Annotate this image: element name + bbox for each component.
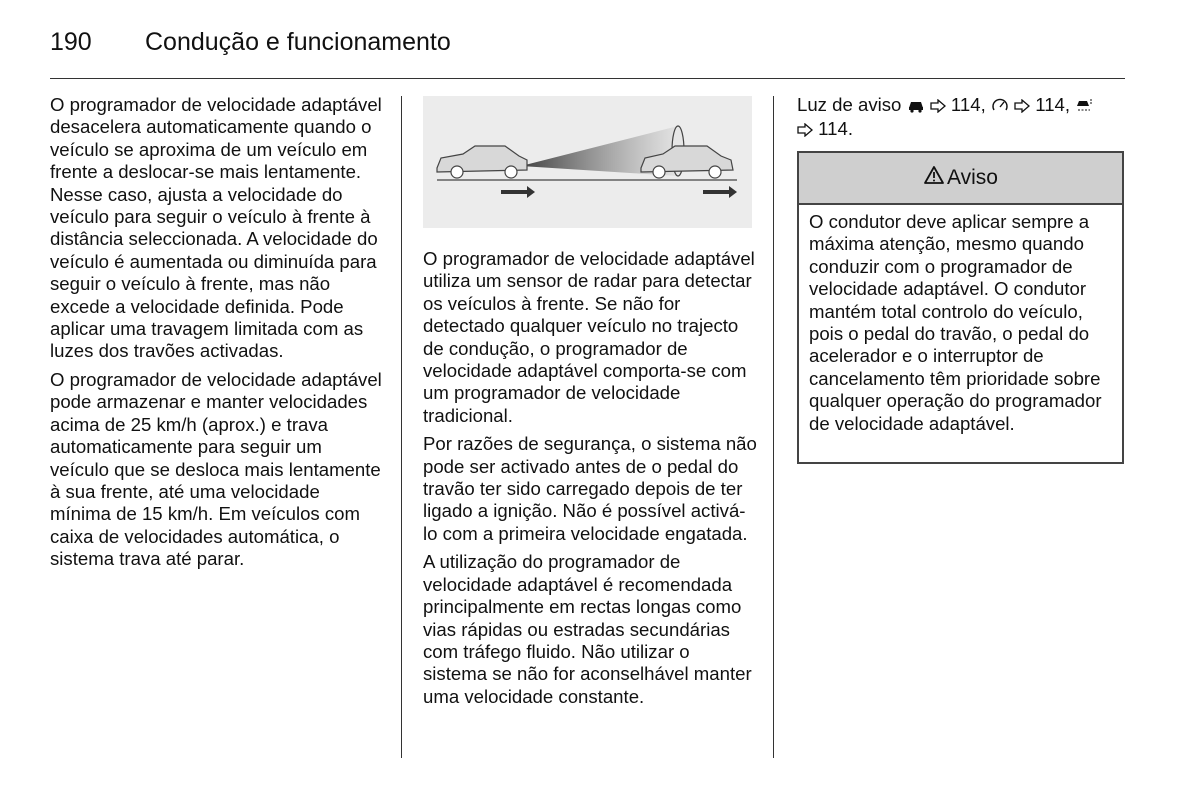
warning-header — [799, 153, 1122, 205]
page-header — [50, 24, 1125, 79]
warning-box — [797, 151, 1124, 464]
ref-page[interactable]: 114, — [950, 94, 986, 115]
paragraph: O programador de velocidade adaptável desacelera automaticamente quando o veículo se aproxima de um veículo em frente a deslocar-se mais lentamente. Nesse caso, ajusta a velocidade do veículo para seguir o veículo à frente à distância seleccionada. A velocidade do veículo é aumentada ou diminuída para seguir o veículo à frente, mas não excede a velocidade definida. Pode aplicar uma travagem limitada com as luzes dos travões activadas. — [50, 94, 382, 362]
column-divider — [401, 96, 402, 758]
text-column-right — [797, 94, 1127, 143]
paragraph: O programador de velocidade adaptável pode armazenar e manter velocidades acima de 25 km/h (aprox.) e trava automaticamente para seguir um veículo que se desloca mais lentamente à sua frente, até uma velocidade mínima de 15 km/h. Em veículos com caixa de velocidades automática, o sistema trava até parar. — [50, 368, 382, 570]
column-divider — [773, 96, 774, 758]
warning-light-references — [797, 94, 1127, 143]
radar-diagram — [423, 96, 752, 228]
text-column-left — [50, 94, 385, 577]
speedometer-icon — [991, 96, 1009, 118]
warning-title: Aviso — [947, 166, 998, 189]
warning-triangle-icon — [923, 165, 945, 191]
car-ahead-icon — [907, 96, 925, 118]
radar-illustration — [423, 96, 752, 228]
reference-arrow-icon[interactable] — [797, 120, 813, 142]
ref-page[interactable]: 114, — [1035, 94, 1071, 115]
ref-page[interactable]: 114. — [818, 118, 853, 140]
following-car — [437, 146, 527, 178]
direction-arrow — [703, 186, 737, 198]
paragraph: A utilização do programador de velocidade adaptável é recomendada principalmente em rectas longas como vias rápidas ou estradas secundárias com tráfego fluido. Não utilizar o sistema se não for aconselhável manter uma velocidade constante. — [423, 551, 752, 707]
paragraph: Por razões de segurança, o sistema não pode ser activado antes de o pedal do travão ter sido carregado depois de ter ligado a ignição. Não é possível activá-lo com a primeira velocidade engatada. — [423, 433, 757, 544]
reference-arrow-icon[interactable] — [1014, 96, 1030, 118]
text-column-middle — [423, 248, 758, 714]
paragraph: O programador de velocidade adaptável utiliza um sensor de radar para detectar os veículos à frente. Se não for detectado qualquer veículo no trajecto de condução, o programador de velocidade adaptável comporta-se com um programador de velocidade tradicional. — [423, 248, 755, 426]
direction-arrow — [501, 186, 535, 198]
page-number: 190 — [50, 28, 92, 56]
reference-arrow-icon[interactable] — [930, 96, 946, 118]
section-title: Condução e funcionamento — [145, 28, 451, 56]
adaptive-cruise-icon — [1075, 96, 1093, 118]
warning-text: O condutor deve aplicar sempre a máxima atenção, mesmo quando conduzir com o programador de velocidade adaptável. O condutor mantém total controlo do veículo, pois o pedal do travão, o pedal do acelerador e o interruptor de cancelamento têm prioridade sobre qualquer operação do programador de velocidade adaptável. — [809, 211, 1102, 434]
ref-prefix: Luz de aviso — [797, 94, 902, 115]
